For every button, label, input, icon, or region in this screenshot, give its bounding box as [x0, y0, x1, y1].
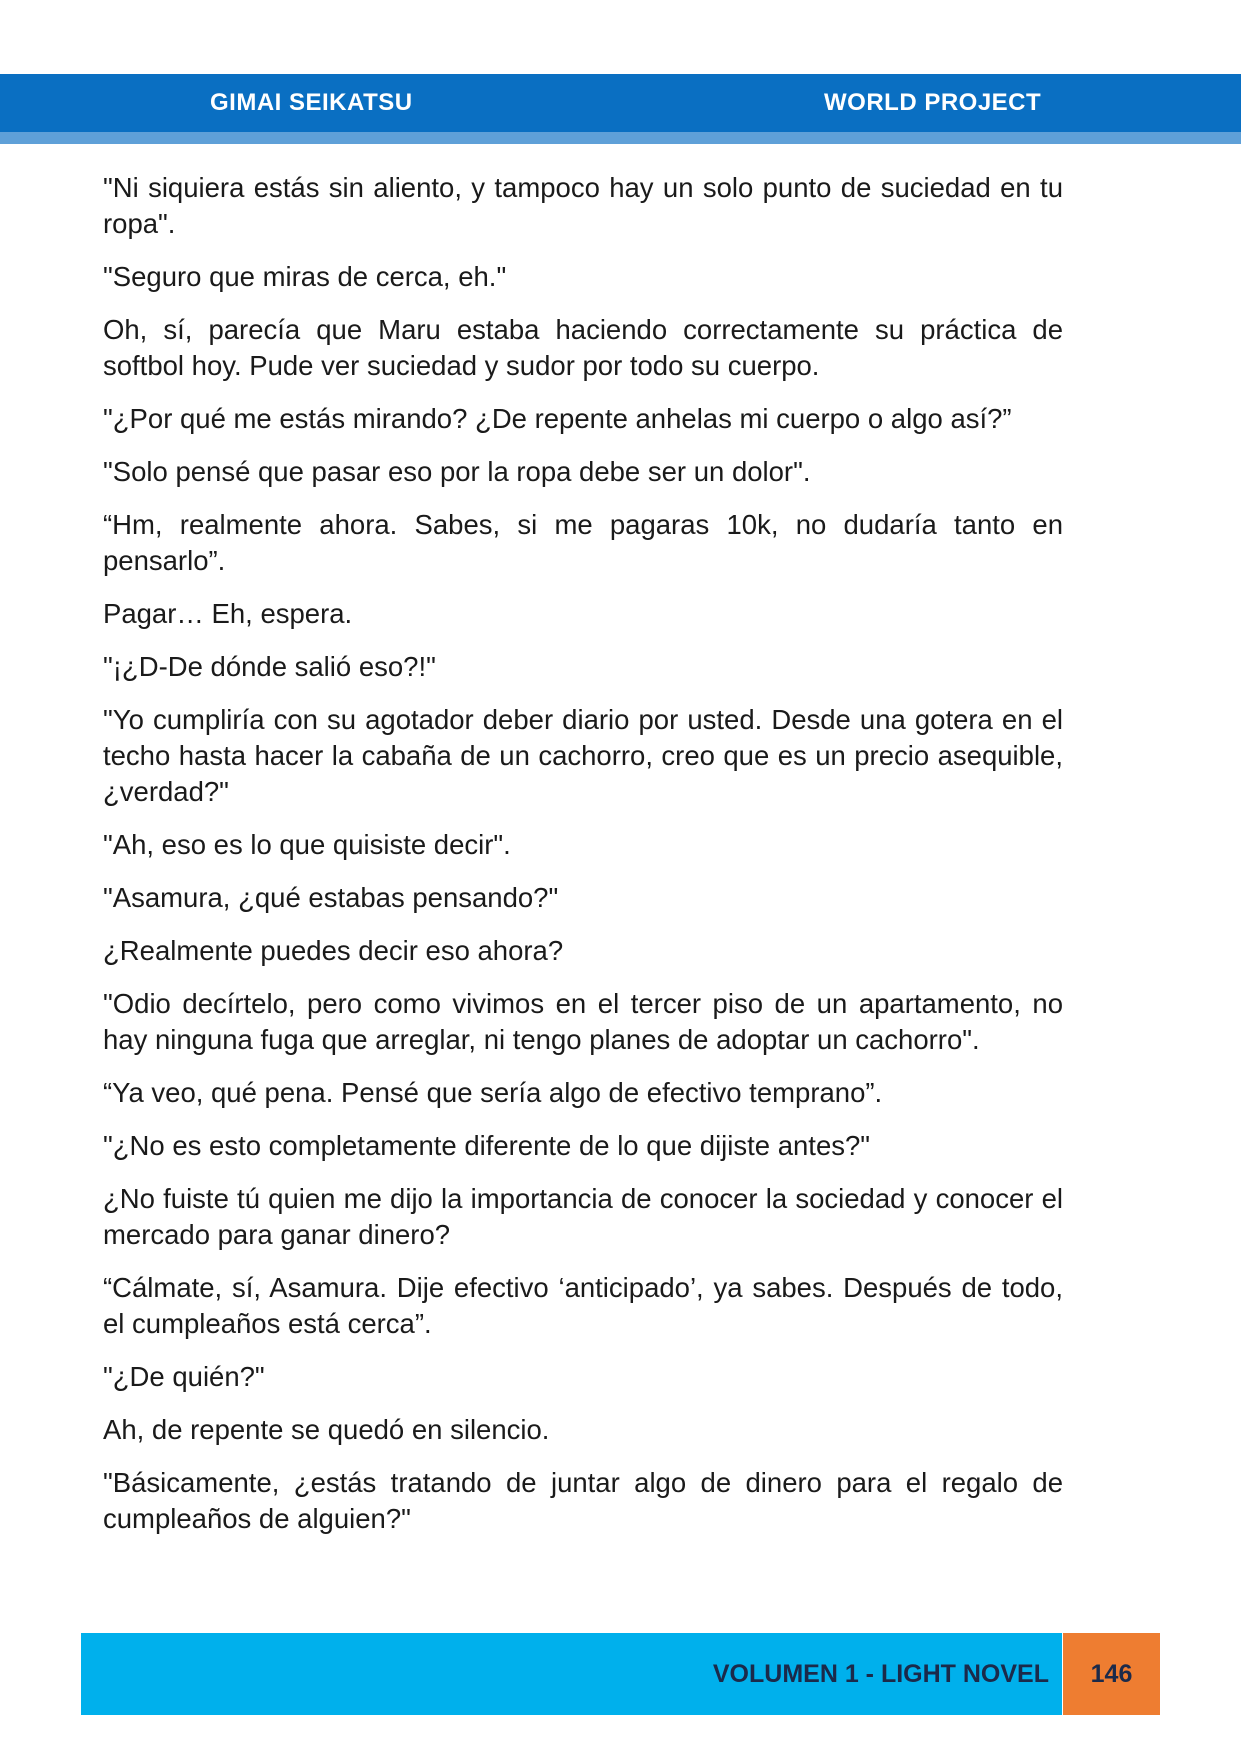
paragraph: Pagar… Eh, espera. — [103, 598, 353, 629]
paragraph: Oh, sí, parecía que Maru estaba haciendo correctamente su práctica de softbol hoy. Pude ver suciedad y sudor por todo su cuerpo. — [103, 314, 1063, 381]
paragraph: "¿De quién?" — [103, 1361, 265, 1392]
paragraph: "Solo pensé que pasar eso por la ropa debe ser un dolor". — [103, 456, 811, 487]
page-number: 146 — [1063, 1633, 1160, 1715]
paragraph: "Ni siquiera estás sin aliento, y tampoco hay un solo punto de suciedad en tu ropa". — [103, 172, 1063, 239]
paragraph: "¿Por qué me estás mirando? ¿De repente anhelas mi cuerpo o algo así?” — [103, 403, 1012, 434]
header-series-title: GIMAI SEIKATSU — [210, 89, 413, 116]
paragraph: "Odio decírtelo, pero como vivimos en el tercer piso de un apartamento, no hay ninguna fuga que arreglar, ni tengo planes de adoptar un cachorro". — [103, 988, 1063, 1055]
paragraph: Ah, de repente se quedó en silencio. — [103, 1414, 550, 1445]
paragraph: "Seguro que miras de cerca, eh." — [103, 261, 507, 292]
header-bar — [0, 74, 1241, 132]
paragraph: “Cálmate, sí, Asamura. Dije efectivo ‘anticipado’, ya sabes. Después de todo, el cumpleaños está cerca”. — [103, 1272, 1063, 1339]
footer-volume-title: VOLUMEN 1 - LIGHT NOVEL — [712, 1660, 1049, 1688]
paragraph: "Básicamente, ¿estás tratando de juntar algo de dinero para el regalo de cumpleaños de alguien?" — [103, 1467, 1063, 1534]
paragraph: "Yo cumpliría con su agotador deber diario por usted. Desde una gotera en el techo hasta hacer la cabaña de un cachorro, creo que es un precio asequible, ¿verdad?" — [103, 704, 1063, 807]
header-underline — [0, 132, 1241, 144]
paragraph: “Hm, realmente ahora. Sabes, si me pagaras 10k, no dudaría tanto en pensarlo”. — [103, 509, 1063, 576]
paragraph: “Ya veo, qué pena. Pensé que sería algo de efectivo temprano”. — [103, 1077, 883, 1108]
paragraph: "Asamura, ¿qué estabas pensando?" — [103, 882, 559, 913]
paragraph: ¿No fuiste tú quien me dijo la importancia de conocer la sociedad y conocer el mercado para ganar dinero? — [103, 1183, 1063, 1250]
paragraph: "¿No es esto completamente diferente de lo que dijiste antes?" — [103, 1130, 871, 1161]
page-body — [103, 170, 1063, 1554]
paragraph: "Ah, eso es lo que quisiste decir". — [103, 829, 511, 860]
paragraph: ¿Realmente puedes decir eso ahora? — [103, 935, 564, 966]
paragraph: "¡¿D-De dónde salió eso?!" — [103, 651, 436, 682]
header-group-title: WORLD PROJECT — [824, 89, 1042, 116]
